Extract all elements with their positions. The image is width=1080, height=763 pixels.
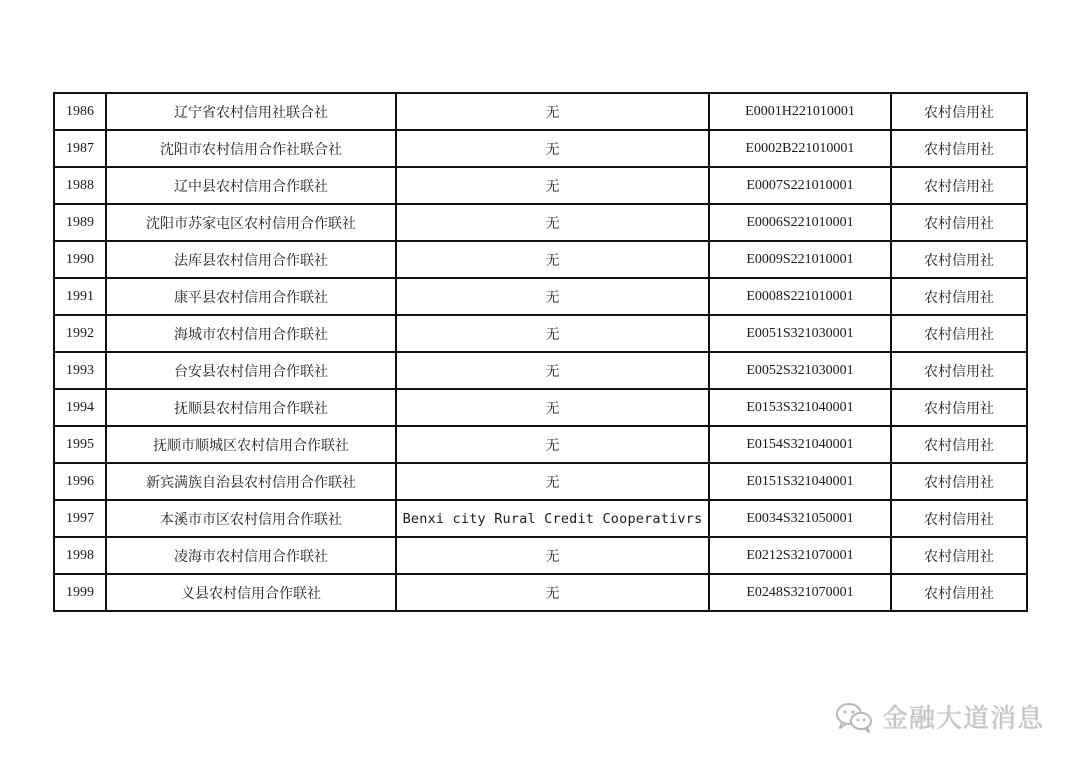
- cell-institution-code: E0008S221010001: [709, 278, 891, 315]
- cell-number: 1989: [54, 204, 106, 241]
- cell-number: 1993: [54, 352, 106, 389]
- cell-number: 1999: [54, 574, 106, 611]
- cell-number: 1991: [54, 278, 106, 315]
- institution-table: [53, 92, 1028, 612]
- cell-institution-name: 新宾满族自治县农村信用合作联社: [106, 463, 396, 500]
- cell-institution-code: E0009S221010001: [709, 241, 891, 278]
- cell-institution-code: E0153S321040001: [709, 389, 891, 426]
- cell-institution-name: 本溪市市区农村信用合作联社: [106, 500, 396, 537]
- table-row: [54, 130, 1027, 167]
- cell-english-name: 无: [396, 426, 709, 463]
- cell-institution-name: 沈阳市苏家屯区农村信用合作联社: [106, 204, 396, 241]
- cell-number: 1998: [54, 537, 106, 574]
- cell-institution-name: 沈阳市农村信用合作社联合社: [106, 130, 396, 167]
- watermark-text: 金融大道消息: [881, 704, 1044, 734]
- cell-number: 1995: [54, 426, 106, 463]
- cell-institution-type: 农村信用社: [891, 204, 1027, 241]
- cell-institution-name: 康平县农村信用合作联社: [106, 278, 396, 315]
- cell-number: 1997: [54, 500, 106, 537]
- cell-english-name: 无: [396, 241, 709, 278]
- cell-institution-type: 农村信用社: [891, 500, 1027, 537]
- table-row: [54, 315, 1027, 352]
- cell-english-name: 无: [396, 537, 709, 574]
- table-row: [54, 574, 1027, 611]
- cell-institution-type: 农村信用社: [891, 352, 1027, 389]
- cell-institution-code: E0002B221010001: [709, 130, 891, 167]
- cell-number: 1996: [54, 463, 106, 500]
- cell-institution-type: 农村信用社: [891, 315, 1027, 352]
- cell-institution-type: 农村信用社: [891, 241, 1027, 278]
- cell-institution-name: 辽宁省农村信用社联合社: [106, 93, 396, 130]
- cell-institution-type: 农村信用社: [891, 389, 1027, 426]
- cell-institution-name: 法库县农村信用合作联社: [106, 241, 396, 278]
- cell-number: 1992: [54, 315, 106, 352]
- cell-institution-name: 抚顺县农村信用合作联社: [106, 389, 396, 426]
- cell-number: 1986: [54, 93, 106, 130]
- cell-institution-name: 义县农村信用合作联社: [106, 574, 396, 611]
- table-row: [54, 389, 1027, 426]
- cell-institution-type: 农村信用社: [891, 93, 1027, 130]
- cell-english-name: 无: [396, 574, 709, 611]
- table-body: [54, 93, 1027, 611]
- cell-english-name: 无: [396, 93, 709, 130]
- cell-institution-code: E0001H221010001: [709, 93, 891, 130]
- cell-english-name: 无: [396, 167, 709, 204]
- cell-institution-name: 台安县农村信用合作联社: [106, 352, 396, 389]
- cell-number: 1990: [54, 241, 106, 278]
- cell-institution-code: E0248S321070001: [709, 574, 891, 611]
- cell-institution-code: E0051S321030001: [709, 315, 891, 352]
- table-row: [54, 500, 1027, 537]
- table-row: [54, 167, 1027, 204]
- cell-institution-code: E0151S321040001: [709, 463, 891, 500]
- cell-institution-code: E0052S321030001: [709, 352, 891, 389]
- watermark: [834, 698, 1044, 735]
- cell-institution-code: E0034S321050001: [709, 500, 891, 537]
- cell-institution-type: 农村信用社: [891, 574, 1027, 611]
- table-row: [54, 426, 1027, 463]
- cell-institution-name: 抚顺市顺城区农村信用合作联社: [106, 426, 396, 463]
- table-row: [54, 93, 1027, 130]
- cell-institution-type: 农村信用社: [891, 537, 1027, 574]
- cell-institution-name: 海城市农村信用合作联社: [106, 315, 396, 352]
- cell-institution-code: E0212S321070001: [709, 537, 891, 574]
- cell-institution-code: E0007S221010001: [709, 167, 891, 204]
- cell-institution-code: E0154S321040001: [709, 426, 891, 463]
- table-row: [54, 463, 1027, 500]
- cell-institution-type: 农村信用社: [891, 463, 1027, 500]
- wechat-icon: [834, 701, 874, 733]
- cell-number: 1988: [54, 167, 106, 204]
- cell-institution-type: 农村信用社: [891, 167, 1027, 204]
- table-row: [54, 278, 1027, 315]
- table-row: [54, 241, 1027, 278]
- cell-english-name: Benxi city Rural Credit Cooperativrs: [396, 500, 709, 537]
- cell-institution-type: 农村信用社: [891, 278, 1027, 315]
- table-row: [54, 537, 1027, 574]
- cell-institution-type: 农村信用社: [891, 426, 1027, 463]
- cell-english-name: 无: [396, 278, 709, 315]
- cell-english-name: 无: [396, 130, 709, 167]
- cell-english-name: 无: [396, 389, 709, 426]
- table-row: [54, 204, 1027, 241]
- cell-english-name: 无: [396, 352, 709, 389]
- cell-institution-type: 农村信用社: [891, 130, 1027, 167]
- cell-number: 1994: [54, 389, 106, 426]
- cell-number: 1987: [54, 130, 106, 167]
- cell-english-name: 无: [396, 204, 709, 241]
- table-row: [54, 352, 1027, 389]
- cell-institution-code: E0006S221010001: [709, 204, 891, 241]
- cell-institution-name: 辽中县农村信用合作联社: [106, 167, 396, 204]
- cell-english-name: 无: [396, 315, 709, 352]
- cell-english-name: 无: [396, 463, 709, 500]
- cell-institution-name: 凌海市农村信用合作联社: [106, 537, 396, 574]
